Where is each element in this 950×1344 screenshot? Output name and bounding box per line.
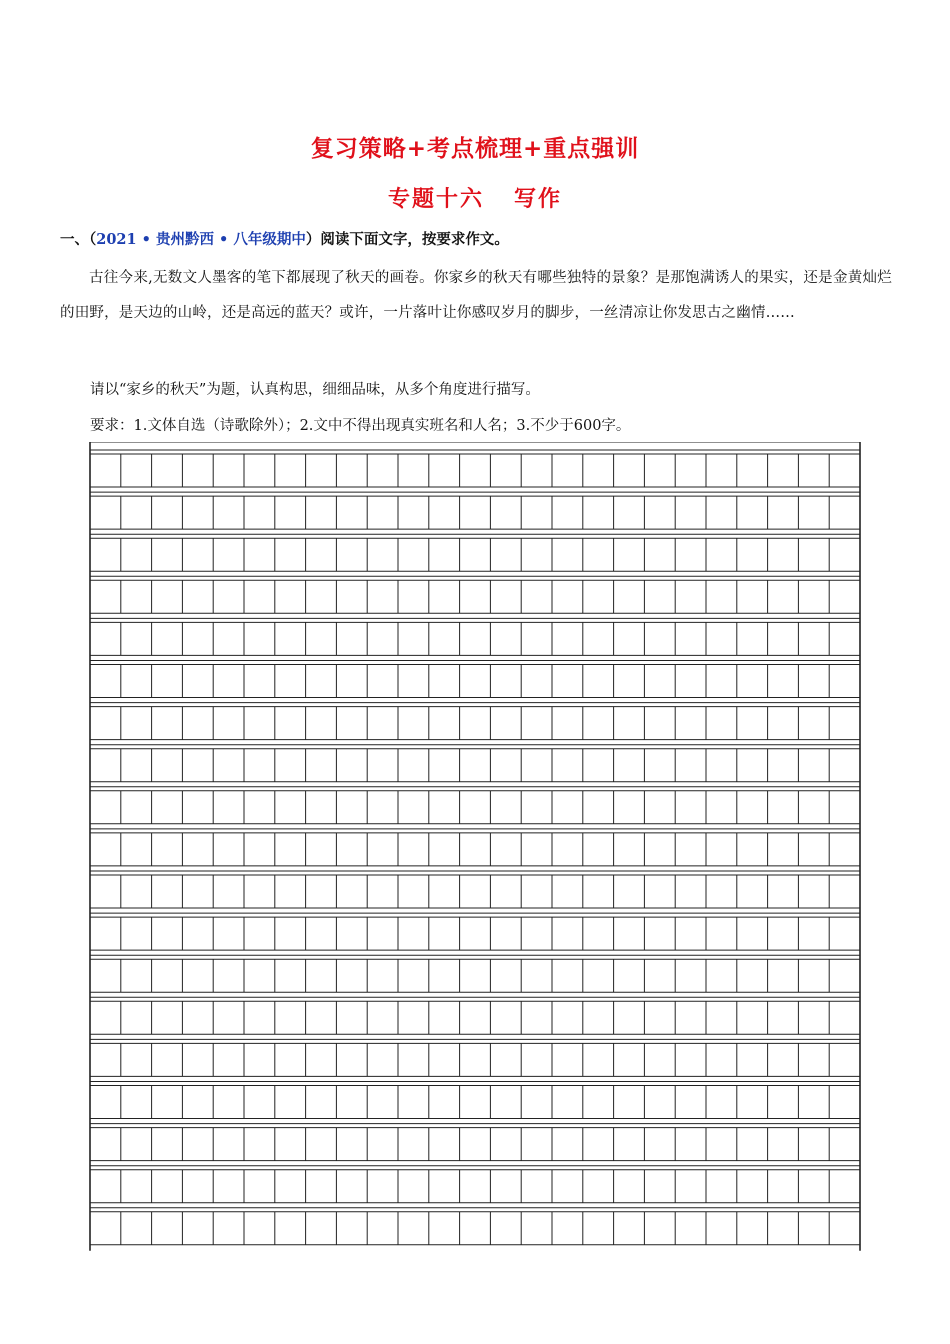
reading-passage: 古往今来,无数文人墨客的笔下都展现了秋天的画卷。你家乡的秋天有哪些独特的景象？是那饱满诱人的果实，还是金黄灿烂的田野，是天边的山岭，还是高远的蓝天？或许，一片落叶让你感叹岁月的脚步，一丝清凉让你发思古之幽情……: [60, 270, 892, 321]
grid-row[interactable]: [90, 1208, 860, 1245]
section-topic: 写作: [514, 187, 563, 212]
question-number: 一、（: [60, 231, 97, 248]
grid-row[interactable]: [90, 661, 860, 698]
grid-row[interactable]: [90, 997, 860, 1034]
grid-row[interactable]: [90, 1082, 860, 1119]
answer-grid[interactable]: [88, 442, 864, 1254]
grid-row[interactable]: [90, 871, 860, 908]
grid-row[interactable]: [90, 1166, 860, 1203]
section-number: 专题十六: [387, 187, 484, 212]
question-instruction: ）阅读下面文字，按要求作文。: [305, 231, 509, 248]
grid-row[interactable]: [90, 955, 860, 992]
grid-row[interactable]: [90, 492, 860, 529]
question-header: [60, 230, 509, 250]
grid-row[interactable]: [90, 618, 860, 655]
grid-row[interactable]: [90, 1039, 860, 1076]
writing-prompt: 请以“家乡的秋天”为题，认真构思，细细品味，从多个角度进行描写。: [90, 382, 540, 398]
grid-row[interactable]: [90, 534, 860, 571]
page-title: 复习策略+考点梳理+重点强训: [310, 136, 640, 162]
question-source: 2021 • 贵州黔西 • 八年级期中: [96, 231, 306, 248]
section-title: [0, 182, 950, 213]
grid-row[interactable]: [90, 913, 860, 950]
grid-row[interactable]: [90, 1124, 860, 1161]
writing-requirements: 要求：1.文体自选（诗歌除外）；2.文中不得出现真实班名和人名；3.不少于600字。: [90, 418, 631, 434]
grid-row[interactable]: [90, 745, 860, 782]
grid-row[interactable]: [90, 576, 860, 613]
grid-row[interactable]: [90, 703, 860, 740]
grid-row[interactable]: [90, 829, 860, 866]
grid-row[interactable]: [90, 450, 860, 487]
grid-row[interactable]: [90, 787, 860, 824]
